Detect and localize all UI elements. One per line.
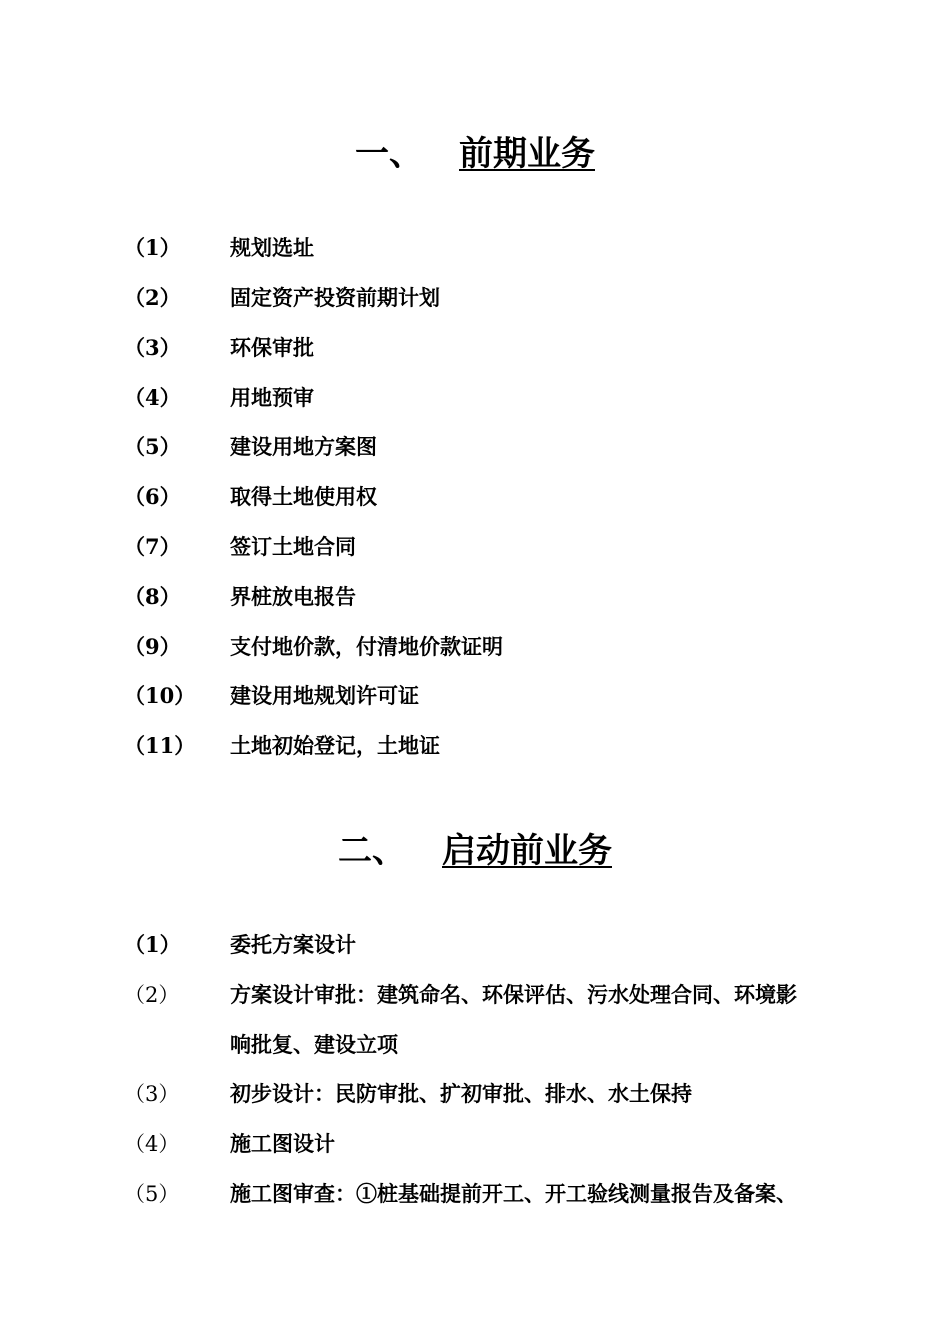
- item-number: （3）: [124, 335, 181, 360]
- item-text: 建设用地方案图: [230, 434, 377, 459]
- section-1-heading: [0, 126, 950, 175]
- item-number: （4）: [124, 1132, 180, 1156]
- item-number: （10）: [124, 683, 196, 708]
- item-number: （4）: [124, 385, 181, 410]
- item-number: （2）: [124, 983, 180, 1007]
- item-text: 土地初始登记，土地证: [230, 733, 440, 758]
- item-text: 签订土地合同: [230, 534, 356, 559]
- item-text: 用地预审: [230, 385, 314, 410]
- item-number: （2）: [124, 285, 181, 310]
- item-text: 方案设计审批：建筑命名、环保评估、污水处理合同、环境影: [230, 982, 797, 1007]
- item-number: （11）: [124, 733, 196, 758]
- item-text: 施工图审查：①桩基础提前开工、开工验线测量报告及备案、: [230, 1181, 797, 1206]
- item-text: 取得土地使用权: [230, 484, 377, 509]
- section-2-heading: [0, 823, 950, 872]
- item-text: 建设用地规划许可证: [230, 683, 419, 708]
- item-text: 规划选址: [230, 235, 314, 260]
- item-text-continuation: 响批复、建设立项: [230, 1032, 398, 1057]
- item-text: 初步设计：民防审批、扩初审批、排水、水土保持: [230, 1081, 692, 1106]
- item-number: （5）: [124, 1182, 180, 1206]
- section-2-number: 二、: [338, 831, 406, 871]
- item-number: （9）: [124, 634, 181, 659]
- item-number: （6）: [124, 484, 181, 509]
- item-number: （5）: [124, 434, 181, 459]
- section-2-title: 启动前业务: [442, 831, 612, 871]
- item-text: 委托方案设计: [230, 932, 356, 957]
- item-text: 环保审批: [230, 335, 314, 360]
- item-text: 固定资产投资前期计划: [230, 285, 440, 310]
- item-text: 界桩放电报告: [230, 584, 356, 609]
- item-number: （8）: [124, 584, 181, 609]
- section-1-number: 一、: [355, 134, 423, 174]
- item-text: 支付地价款，付清地价款证明: [230, 634, 503, 659]
- item-text: 施工图设计: [230, 1131, 335, 1156]
- item-number: （1）: [124, 932, 181, 957]
- item-number: （7）: [124, 534, 181, 559]
- section-1-title: 前期业务: [459, 134, 595, 174]
- item-number: （1）: [124, 235, 181, 260]
- item-number: （3）: [124, 1082, 180, 1106]
